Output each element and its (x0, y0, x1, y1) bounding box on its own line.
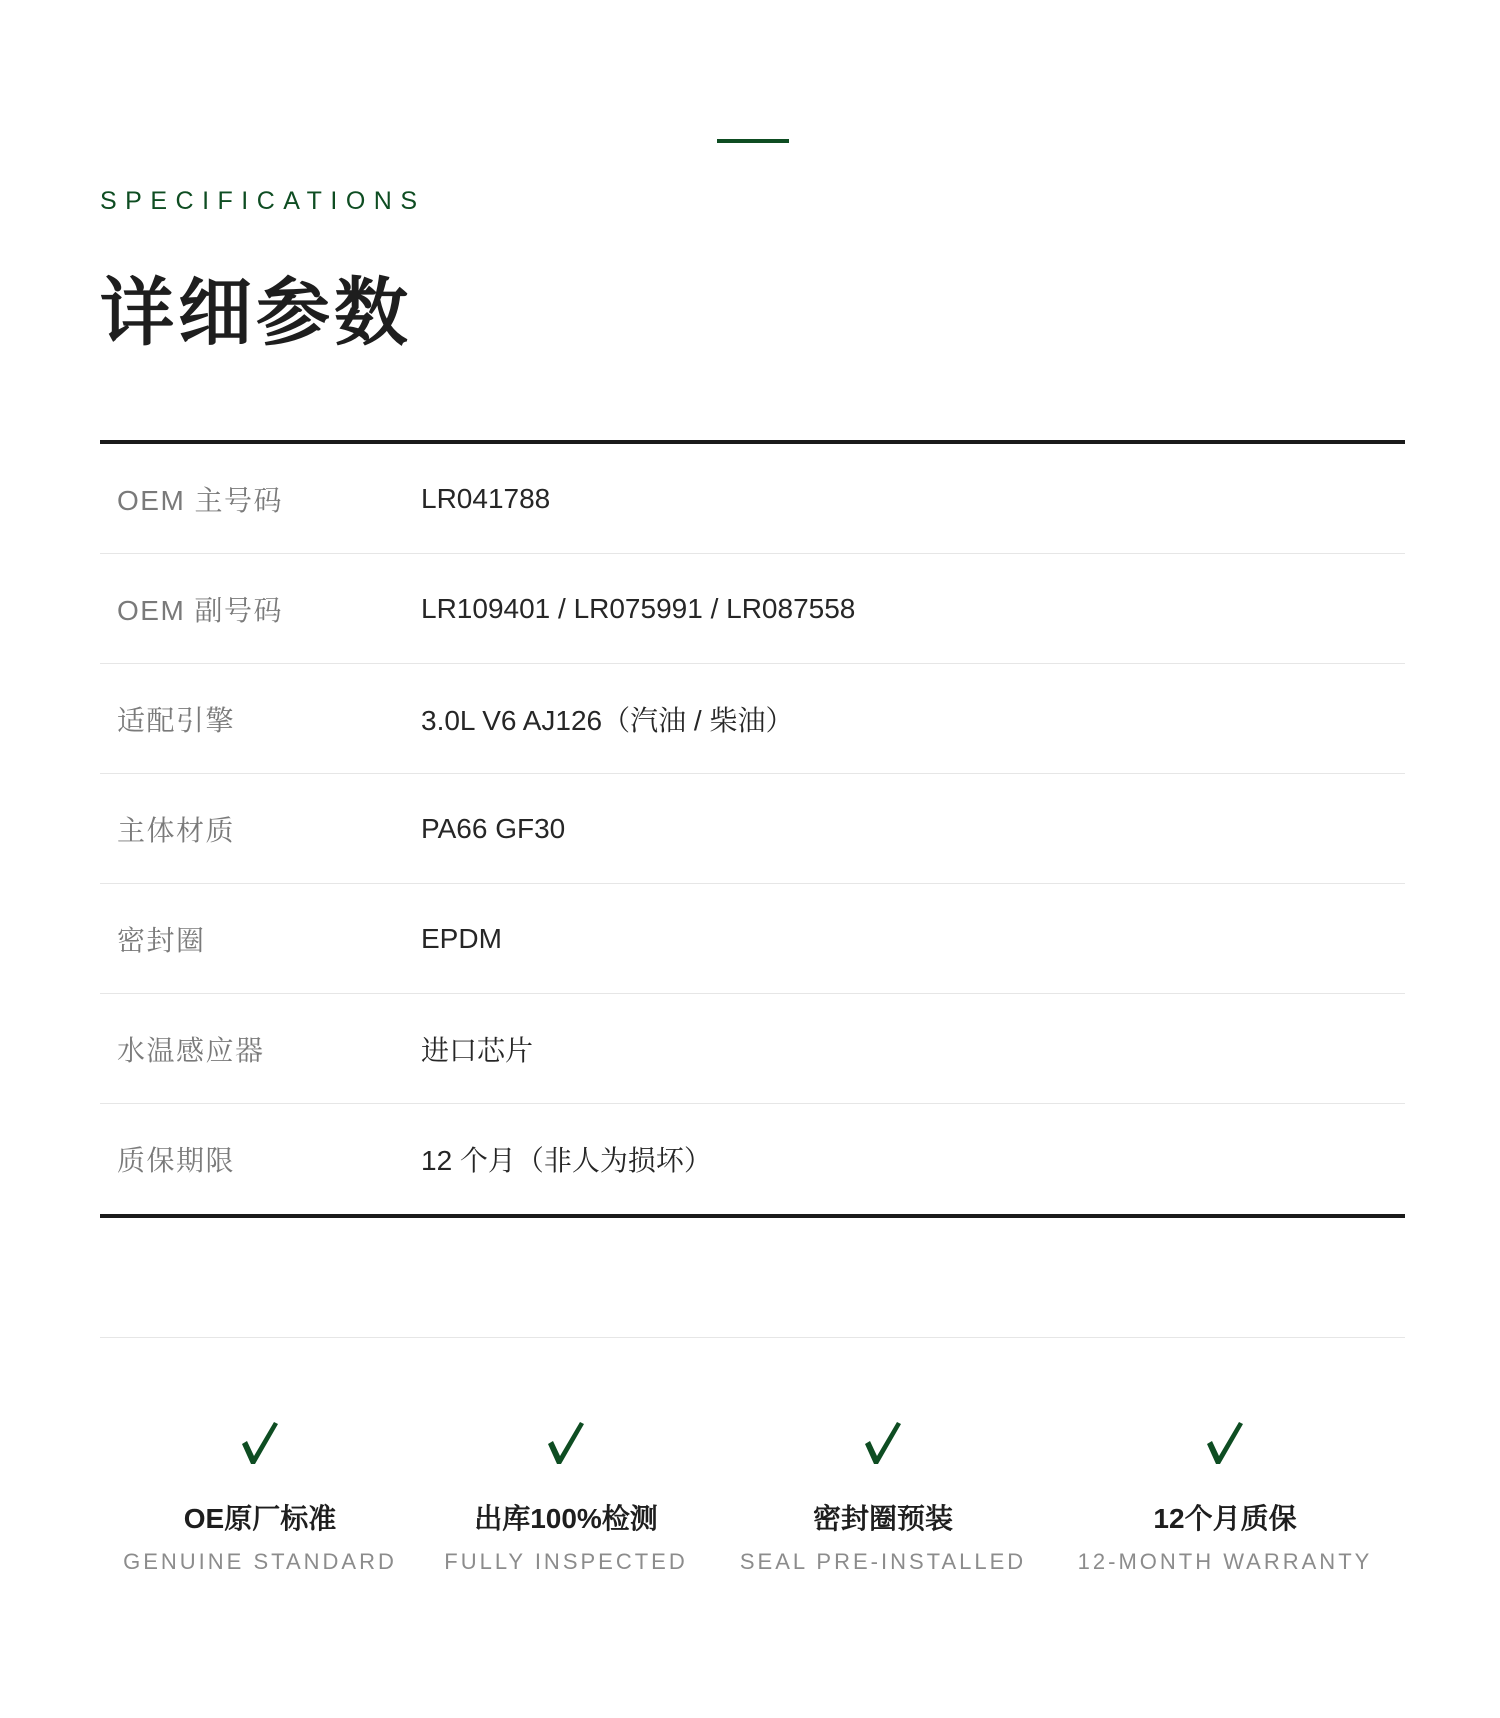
spec-label: 主体材质 (117, 814, 236, 846)
feature-item-oe-standard (90, 1420, 430, 1576)
spec-label: 适配引擎 (117, 704, 236, 736)
spec-label: OEM 副号码 (117, 594, 284, 626)
spec-row-engine (100, 664, 1405, 774)
feature-subtitle: GENUINE STANDARD (123, 1549, 397, 1574)
feature-item-warranty (1055, 1420, 1395, 1576)
spec-row-oem-main (100, 444, 1405, 554)
feature-title: 密封圈预装 (812, 1503, 953, 1534)
spec-table (100, 440, 1405, 1218)
feature-subtitle: 12-MONTH WARRANTY (1077, 1549, 1373, 1574)
checkmark-icon (1205, 1420, 1245, 1466)
spec-row-oem-secondary (100, 554, 1405, 664)
feature-title: OE原厂标准 (183, 1503, 337, 1534)
spec-value: LR109401 / LR075991 / LR087558 (421, 592, 856, 624)
spec-value: 进口芯片 (421, 1034, 534, 1066)
spec-label: 水温感应器 (117, 1034, 265, 1066)
checkmark-icon (240, 1420, 280, 1466)
feature-subtitle: FULLY INSPECTED (444, 1549, 688, 1574)
spec-value: 12 个月（非人为损坏） (421, 1145, 712, 1176)
spec-value: 3.0L V6 AJ126（汽油 / 柴油） (421, 704, 794, 736)
spec-row-warranty (100, 1104, 1405, 1214)
page-title: 详细参数 (100, 271, 412, 354)
feature-item-inspected (396, 1420, 736, 1576)
spec-row-seal (100, 884, 1405, 994)
feature-title: 12个月质保 (1153, 1503, 1297, 1534)
feature-subtitle: SEAL PRE-INSTALLED (739, 1549, 1027, 1574)
spec-label: 质保期限 (117, 1145, 236, 1176)
spec-label: OEM 主号码 (117, 484, 284, 516)
header-accent-line (717, 139, 789, 143)
checkmark-icon (546, 1420, 586, 1466)
feature-title: 出库100%检测 (474, 1503, 658, 1534)
section-divider (100, 1337, 1405, 1338)
spec-value: LR041788 (421, 482, 551, 514)
feature-list (0, 1420, 1500, 1620)
spec-row-sensor (100, 994, 1405, 1104)
spec-row-material (100, 774, 1405, 884)
spec-value: EPDM (421, 922, 502, 954)
feature-item-seal-preinstalled (713, 1420, 1053, 1576)
checkmark-icon (863, 1420, 903, 1466)
section-eyebrow: SPECIFICATIONS (100, 187, 426, 215)
spec-value: PA66 GF30 (421, 812, 566, 844)
spec-label: 密封圈 (117, 924, 206, 956)
